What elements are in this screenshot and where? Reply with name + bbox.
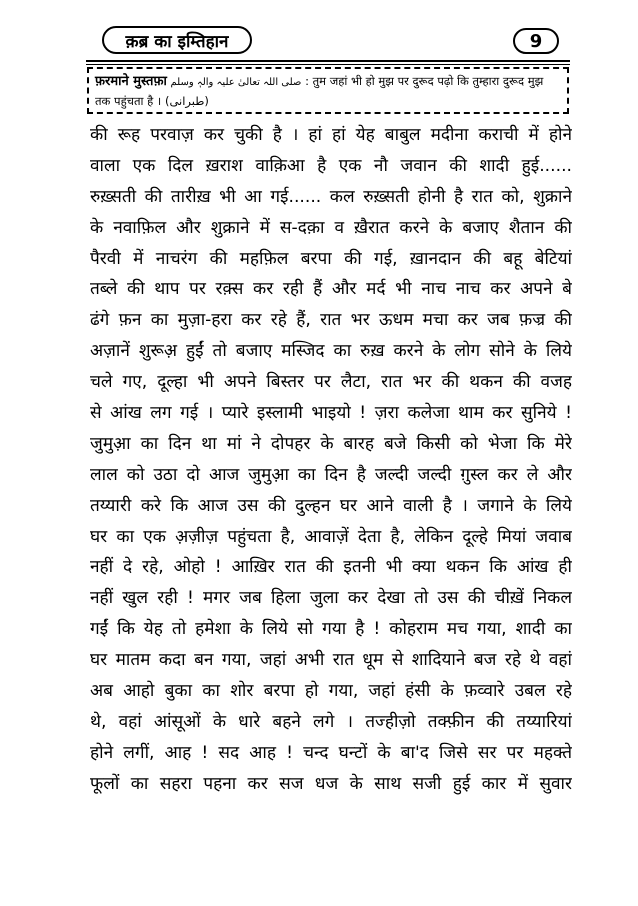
text-line: लाल को उठा दो आज जुमुआ़ का दिन है जल्दी जल्दी ग़ुस्ल कर ले और [90,464,572,485]
honorific-text: صلی اللہ تعالیٰ علیہ والہٖ وسلم [170,77,302,88]
text-line: के नवाफ़िल और शुक्राने में स-दक़ा व ख़ैरात करने के बजाए शैतान की [90,217,572,238]
text-line: से आंख लग गई । प्यारे इस्लामी भाइयो ! ज़रा कलेजा थाम कर सुनिये ! [90,403,572,424]
header-rule-thin [86,64,570,65]
text-line: अज़ानें शुरूअ़ हुईं तो बजाए मस्जिद का रुख़ करने के लोग सोने के लिये [90,341,572,362]
text-line: नहीं दे रहे, ओहो ! आख़िर रात की इतनी भी क्या थकन कि आंख ही [90,557,572,578]
text-line: फूलों का सहरा पहना कर सज धज के साथ सजी हुई कार में सुवार [90,773,572,794]
text-line: की रूह परवाज़ कर चुकी है । हां हां येह बाबुल मदीना कराची में होने [90,125,572,145]
text-line: तब्ले की थाप पर रक़्स कर रही हैं और मर्द भी नाच नाच कर अपने बे [90,279,572,300]
body-text [90,120,572,800]
hadith-label: फ़रमाने मुस्तफ़ा [95,74,167,89]
text-line: ढंगे फ़न का मुज़ा-हरा कर रहे हैं, रात भर ऊधम मचा कर जब फ़ज्र की [90,310,572,331]
text-line: जुमुआ़ का दिन था मां ने दोपहर के बारह बजे किसी को भेजा कि मेरे [90,433,572,454]
hadith-box [87,67,569,114]
text-line: होने लगीं, आह ! सद आह ! चन्द घन्टों के बा'द जिसे सर पर महक्ते [90,742,572,763]
hadith-text: : तुम जहां भी हो मुझ पर दुरूद पढ़ो कि तुम्हारा दुरूद मुझ तक पहुंचता है । (طبرانی) [95,74,544,108]
text-line: वाला एक दिल ख़राश वाक़िआ है एक नौ जवान की शादी हुई...... [90,155,572,176]
page-title: क़ब्र का इम्तिहान [102,26,252,54]
text-line: पैरवी में नाचरंग की महफ़िल बरपा की गई, ख़ानदान की बहू बेटियां [90,248,572,269]
text-line: नहीं खुल रही ! मगर जब हिला जुला कर देखा तो उस की चीख़ें निकल [90,588,572,609]
text-line: अब आहो बुका का शोर बरपा हो गया, जहां हंसी के फ़व्वारे उबल रहे [90,681,572,702]
text-line: चले गए, दूल्हा भी अपने बिस्तर पर लैटा, रात भर की थकन की वजह [90,372,572,393]
text-line: थे, वहां आंसूओं के धारे बहने लगे । तज्हीज़ो तक्फ़ीन की तय्यारियां [90,711,572,732]
text-line: गईं कि येह तो हमेशा के लिये सो गया है ! कोहराम मच गया, शादी का [90,619,572,640]
text-line: रुख़्सती की तारीख़ भी आ गई...... कल रुख़्सती होनी है रात को, शुक्राने [90,186,572,207]
text-line: तय्यारी करे कि आज उस की दुल्हन घर आने वाली है । जगाने के लिये [90,495,572,516]
header-rule [86,60,570,62]
page-number: 9 [513,28,559,54]
text-line: घर का एक अ़ज़ीज़ पहुंचता है, आवाज़ें देता है, लेकिन दूल्हे मियां जवाब [90,526,572,547]
text-line: घर मातम कदा बन गया, जहां अभी रात धूम से शादियाने बज रहे थे वहां [90,650,572,671]
